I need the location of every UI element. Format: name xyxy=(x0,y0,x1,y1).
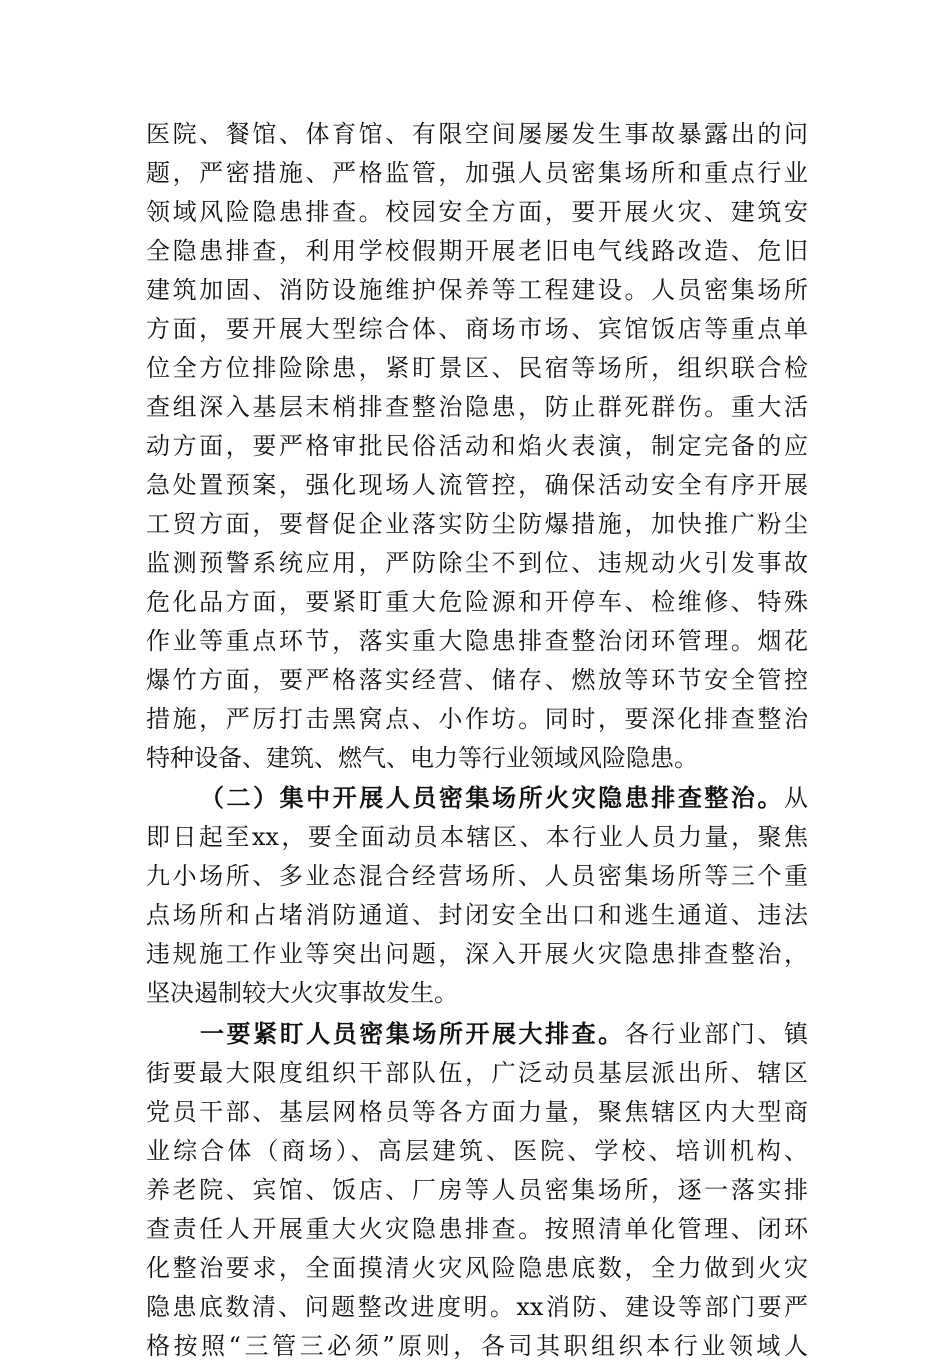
point-heading-line xyxy=(200,1014,808,1054)
body-line: 位全方位排险除患，紧盯景区、民宿等场所，组织联合检 xyxy=(146,354,808,382)
body-line: 坚决遏制较大火灾事故发生。 xyxy=(146,979,458,1007)
body-line: 领域风险隐患排查。校园安全方面，要开展火灾、建筑安 xyxy=(146,198,808,226)
body-line: 方面，要开展大型综合体、商场市场、宾馆饭店等重点单 xyxy=(146,315,808,343)
section-heading: （二）集中开展人员密集场所火灾隐患排查整治。 xyxy=(200,783,784,812)
body-line: 题，严密措施、严格监管，加强人员密集场所和重点行业 xyxy=(146,159,808,187)
body-line: 查责任人开展重大火灾隐患排查。按照清单化管理、闭环 xyxy=(146,1215,808,1243)
body-line: 业综合体（商场）、高层建筑、医院、学校、培训机构、 xyxy=(146,1137,808,1165)
body-line: 建筑加固、消防设施维护保养等工程建设。人员密集场所 xyxy=(146,276,808,304)
body-line: 措施，严厉打击黑窝点、小作坊。同时，要深化排查整治 xyxy=(146,705,808,733)
body-line: 化整治要求，全面摸清火灾风险隐患底数，全力做到火灾 xyxy=(146,1254,808,1282)
body-line: 医院、餐馆、体育馆、有限空间屡屡发生事故暴露出的问 xyxy=(146,120,808,148)
body-line: 即日起至xx，要全面动员本辖区、本行业人员力量，聚焦 xyxy=(146,823,808,851)
section-heading-line xyxy=(200,778,808,818)
body-line: 九小场所、多业态混合经营场所、人员密集场所等三个重 xyxy=(146,862,808,890)
body-line: 动方面，要严格审批民俗活动和焰火表演，制定完备的应 xyxy=(146,432,808,460)
body-line: 街要最大限度组织干部队伍，广泛动员基层派出所、辖区 xyxy=(146,1059,808,1087)
body-line: 工贸方面，要督促企业落实防尘防爆措施，加快推广粉尘 xyxy=(146,510,808,538)
body-line: 格按照“三管三必须”原则，各司其职组织本行业领域人 xyxy=(146,1332,808,1360)
body-line: 党员干部、基层网格员等各方面力量，聚焦辖区内大型商 xyxy=(146,1098,808,1126)
body-line: 点场所和占堵消防通道、封闭安全出口和逃生通道、违法 xyxy=(146,901,808,929)
body-text: 各行业部门、镇 xyxy=(624,1020,808,1048)
body-line: 全隐患排查，利用学校假期开展老旧电气线路改造、危旧 xyxy=(146,237,808,265)
body-line: 养老院、宾馆、饭店、厂房等人员密集场所，逐一落实排 xyxy=(146,1176,808,1204)
body-line: 违规施工作业等突出问题，深入开展火灾隐患排查整治， xyxy=(146,940,808,968)
body-line: 急处置预案，强化现场人流管控，确保活动安全有序开展 xyxy=(146,471,808,499)
body-line: 作业等重点环节，落实重大隐患排查整治闭环管理。烟花 xyxy=(146,627,808,655)
body-line: 查组深入基层末梢排查整治隐患，防止群死群伤。重大活 xyxy=(146,393,808,421)
body-line: 爆竹方面，要严格落实经营、储存、燃放等环节安全管控 xyxy=(146,666,808,694)
body-line: 监测预警系统应用，严防除尘不到位、违规动火引发事故 xyxy=(146,549,808,577)
body-line: 特种设备、建筑、燃气、电力等行业领域风险隐患。 xyxy=(146,744,698,772)
body-line: 危化品方面，要紧盯重大危险源和开停车、检维修、特殊 xyxy=(146,588,808,616)
body-text: 从 xyxy=(784,784,808,812)
point-heading: 一要紧盯人员密集场所开展大排查。 xyxy=(200,1019,625,1048)
body-line: 隐患底数清、问题整改进度明。xx消防、建设等部门要严 xyxy=(146,1293,808,1321)
